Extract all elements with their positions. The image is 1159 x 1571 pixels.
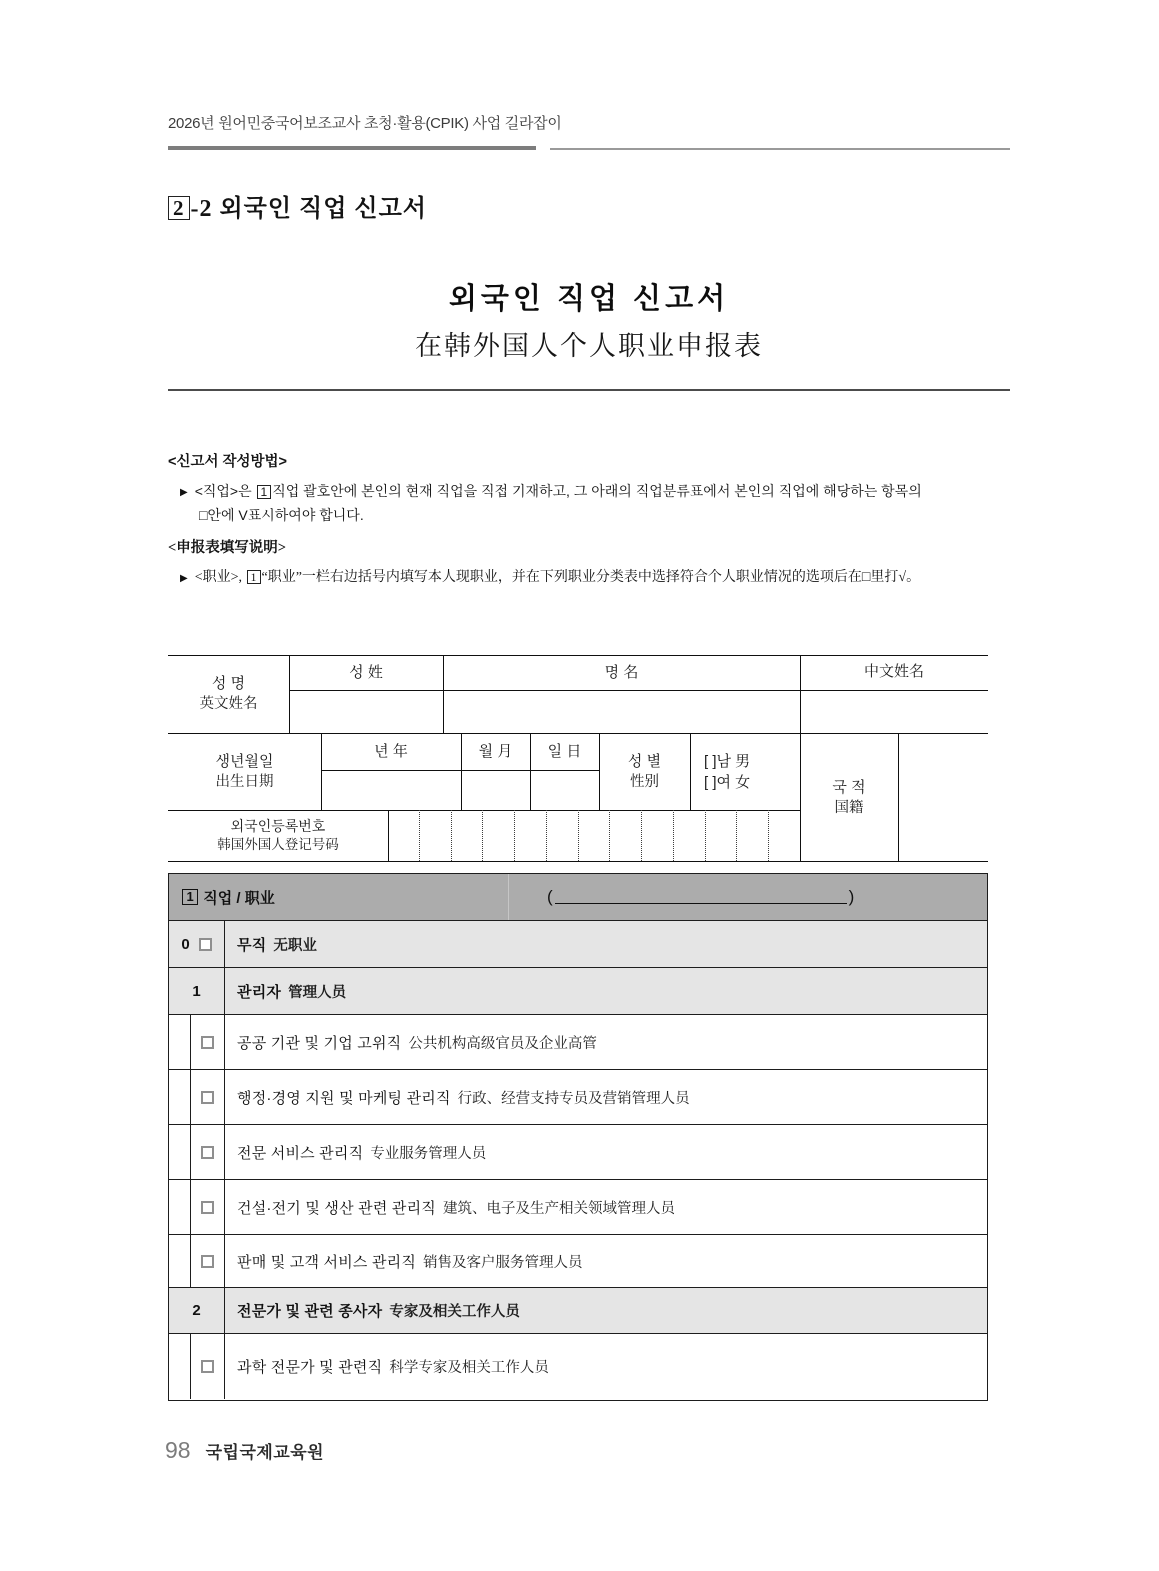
occupation-item-professional-services: [169, 1125, 987, 1180]
row-spacer-cell: [169, 1334, 191, 1399]
row-label-chinese: 专家及相关工作人员: [389, 1304, 520, 1320]
digit-cell[interactable]: [483, 810, 515, 861]
row-label-chinese: 行政、经营支持专员及营销管理人员: [457, 1090, 690, 1107]
gender-label-chinese: 性别: [630, 773, 659, 790]
digit-cell[interactable]: [610, 810, 642, 861]
givenname-header: 명 名: [604, 664, 639, 681]
instructions-korean-line1: <직업>은 1 직업 괄호안에 본인의 현재 직업을 직접 기재하고, 그 아래의 직업분류표에서 본인의 직업에 해당하는 항목의: [194, 482, 922, 499]
birthdate-label-chinese: 出生日期: [215, 773, 274, 790]
footer-organization: 국립국제교육원: [205, 1443, 325, 1462]
section-heading: [168, 188, 427, 223]
gender-options-cell: [690, 733, 800, 810]
nationality-label-chinese: 国籍: [834, 799, 864, 816]
occupation-checkbox[interactable]: [201, 1360, 214, 1373]
occupation-category-managers: [169, 968, 987, 1015]
occupation-number-box: 1: [182, 889, 198, 905]
row-label-korean: 전문가 및 관련 종사자: [237, 1303, 383, 1320]
digit-cell[interactable]: [420, 810, 452, 861]
row-number-cell: [169, 1288, 225, 1333]
row-spacer-cell: [169, 1125, 191, 1179]
occupation-item-public-officials: [169, 1015, 987, 1070]
form-title-korean: 외국인 직업 신고서: [448, 283, 730, 315]
row-number: 2: [192, 1302, 201, 1319]
occupation-header-label-cell: [169, 874, 509, 920]
page-number: 98: [165, 1437, 191, 1463]
row-label-korean: 과학 전문가 및 관련직: [237, 1359, 383, 1376]
row-checkbox-cell: [191, 1235, 225, 1287]
inline-number-box: 1: [247, 570, 261, 585]
row-label-korean: 행정·경영 지원 및 마케팅 관리직: [237, 1089, 451, 1107]
occupation-item-construction-production: [169, 1180, 987, 1235]
paren-open: (: [547, 887, 553, 906]
page-footer: [165, 1437, 324, 1464]
occupation-checkbox[interactable]: [201, 1146, 214, 1159]
gender-label-cell: [599, 733, 690, 810]
title-divider: [168, 389, 1010, 391]
occupation-category-professionals: [169, 1288, 987, 1334]
row-checkbox-cell: [191, 1334, 225, 1399]
female-checkbox-option[interactable]: [ ]여 女: [704, 773, 751, 791]
nationality-label-korean: 국 적: [832, 778, 866, 796]
row-label-chinese: 管理人员: [288, 984, 347, 1001]
row-label-chinese: 销售及客户服务管理人员: [423, 1254, 583, 1271]
row-spacer-cell: [169, 1235, 191, 1287]
row-checkbox-cell: [191, 1015, 225, 1069]
instructions-korean: [168, 452, 1010, 526]
section-heading-text: -2 외국인 직업 신고서: [190, 196, 427, 222]
occupation-write-in-field[interactable]: [555, 890, 847, 904]
chinese-name-input-cell[interactable]: [800, 690, 988, 733]
givenname-input-cell[interactable]: [443, 690, 800, 733]
digit-cell[interactable]: [452, 810, 484, 861]
year-header: 년 年: [374, 743, 408, 760]
occupation-item-admin-marketing: [169, 1070, 987, 1125]
occupation-header-row: [169, 874, 987, 921]
digit-cell[interactable]: [737, 810, 769, 861]
running-header-title: 2026년 원어민중국어보조교사 초청·활용(CPIK) 사업 길라잡이: [168, 115, 562, 132]
header-rule-thin: [550, 148, 1010, 150]
occupation-checkbox[interactable]: [201, 1201, 214, 1214]
registration-label-chinese: 韩国外国人登记号码: [217, 837, 339, 853]
digit-cell[interactable]: [388, 810, 420, 861]
occupation-checkbox[interactable]: [201, 1091, 214, 1104]
chinese-name-header: 中文姓名: [863, 664, 924, 680]
digit-cell[interactable]: [706, 810, 738, 861]
form-title-chinese: 在韩外国人个人职业申报表: [415, 331, 763, 361]
instructions-korean-line2: □안에 V표시하여야 합니다.: [199, 506, 364, 523]
digit-cell[interactable]: [769, 810, 800, 861]
gender-label-korean: 성 별: [627, 752, 662, 770]
personal-info-table: [168, 655, 988, 862]
registration-number-digits[interactable]: [388, 810, 800, 861]
occupation-item-sales-customer-service: [169, 1235, 987, 1288]
row-label-chinese: 建筑、电子及生产相关领域管理人员: [442, 1200, 675, 1217]
row-checkbox-cell: [191, 1070, 225, 1124]
row-checkbox-cell: [191, 1180, 225, 1234]
row-label-korean: 건설·전기 및 생산 관련 관리직: [237, 1199, 436, 1217]
paren-close: ): [848, 887, 855, 906]
digit-cell[interactable]: [515, 810, 547, 861]
instructions-chinese-heading: <申报表填写说明>: [168, 540, 287, 556]
name-label-chinese: 英文姓名: [199, 696, 258, 713]
occupation-row-unemployed: [169, 921, 987, 968]
row-number-cell: [169, 921, 225, 967]
row-label-korean: 전문 서비스 관리직: [237, 1144, 364, 1162]
surname-input-cell[interactable]: [289, 690, 443, 733]
birthdate-label-korean: 생년월일: [215, 752, 274, 770]
row-spacer-cell: [169, 1070, 191, 1124]
bullet-icon: ▶: [180, 572, 188, 584]
row-number-cell: [169, 968, 225, 1014]
instructions-chinese-line: <职业>, 1 “职业”一栏右边括号内填写本人现职业，并在下列职业分类表中选择符合个人职业情况的选项后在□里打√。: [194, 569, 921, 585]
row-label-chinese: 公共机构高级官员及企业高管: [408, 1035, 597, 1052]
birthdate-label-cell: [168, 733, 321, 810]
registration-label-korean: 외국인등록번호: [230, 817, 326, 834]
month-header: 월 月: [478, 743, 513, 760]
occupation-checkbox[interactable]: [201, 1036, 214, 1049]
digit-cell[interactable]: [547, 810, 579, 861]
inline-number-box: 1: [257, 485, 272, 500]
occupation-checkbox[interactable]: [201, 1255, 214, 1268]
unemployed-checkbox[interactable]: [199, 938, 212, 951]
row-label-chinese: 科学专家及相关工作人员: [389, 1360, 549, 1376]
occupation-table: [168, 873, 988, 1401]
row-label-korean: 관리자: [237, 983, 282, 1001]
section-number-box: 2: [168, 196, 190, 220]
row-label-korean: 판매 및 고객 서비스 관리직: [237, 1253, 417, 1271]
month-input-cell[interactable]: [461, 770, 530, 810]
day-input-cell[interactable]: [530, 770, 599, 810]
row-number: 0: [181, 935, 190, 953]
row-label-chinese: 专业服务管理人员: [370, 1145, 487, 1162]
digit-cell[interactable]: [642, 810, 674, 861]
occupation-header-label: 직업 / 职业: [203, 889, 275, 907]
nationality-input-cell[interactable]: [898, 733, 988, 862]
registration-number-label-cell: [168, 810, 388, 862]
occupation-header-blank-cell: [509, 874, 987, 920]
row-checkbox-cell: [191, 1125, 225, 1179]
header-rule-thick: [168, 146, 536, 150]
name-label-cell: [168, 655, 289, 733]
row-label-korean: 공공 기관 및 기업 고위직: [237, 1034, 402, 1052]
digit-cell[interactable]: [674, 810, 706, 861]
row-label-korean: 무직: [237, 936, 267, 954]
bullet-icon: ▶: [180, 486, 188, 498]
row-spacer-cell: [169, 1180, 191, 1234]
row-spacer-cell: [169, 1015, 191, 1069]
day-header: 일 日: [547, 743, 582, 760]
form-title-block: [168, 276, 1010, 363]
occupation-item-science-professionals: [169, 1334, 987, 1399]
name-label-korean: 성 명: [211, 675, 246, 693]
year-input-cell[interactable]: [321, 770, 461, 810]
instructions-chinese: [168, 538, 1010, 588]
surname-header: 성 姓: [349, 664, 383, 681]
instructions-korean-heading: <신고서 작성방법>: [168, 454, 288, 470]
row-number: 1: [192, 982, 201, 1000]
digit-cell[interactable]: [579, 810, 611, 861]
row-label-chinese: 无职业: [273, 937, 317, 954]
male-checkbox-option[interactable]: [ ]남 男: [704, 752, 751, 770]
nationality-label-cell: [800, 733, 898, 862]
